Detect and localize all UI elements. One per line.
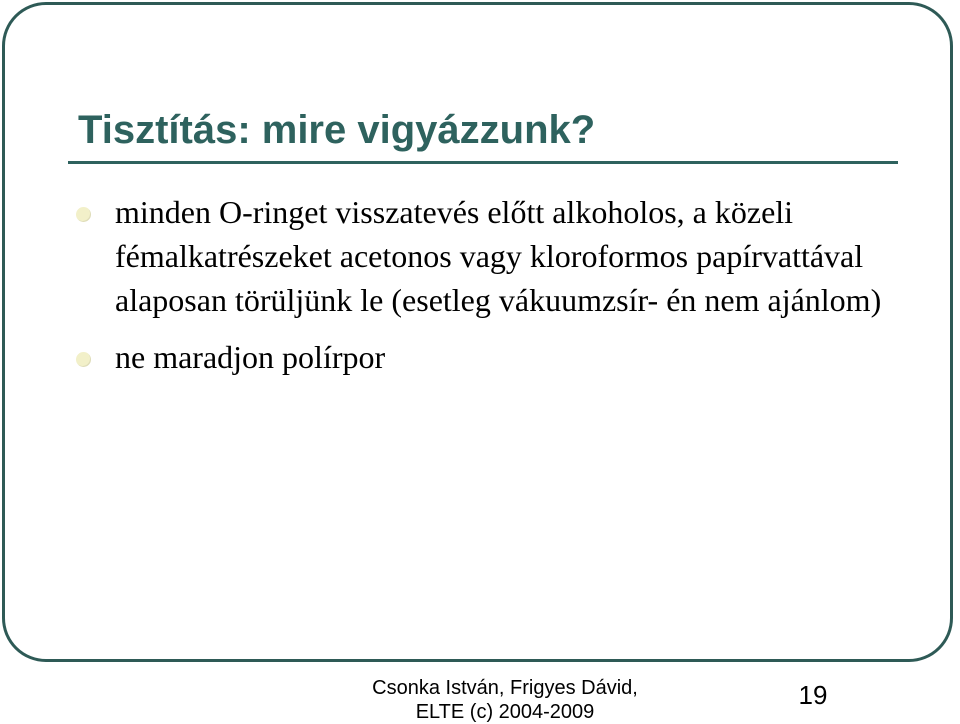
title-divider	[68, 161, 898, 164]
footer-author-line-1: Csonka István, Frigyes Dávid,	[372, 677, 638, 699]
footer-author-line-2: ELTE (c) 2004-2009	[415, 701, 595, 723]
slide-title: Tisztítás: mire vigyázzunk?	[78, 108, 596, 152]
circle-bullet-icon	[76, 207, 91, 222]
bullet-item	[76, 190, 896, 322]
bullet-text: ne maradjon polírpor	[115, 339, 386, 375]
bullet-item	[76, 335, 896, 379]
circle-bullet-icon	[76, 352, 91, 367]
bullet-text: minden O-ringet visszatevés előtt alkoholos, a közeli fémalkatrészeket acetonos vagy kloroformos papírvattával alaposan törüljünk le (esetleg vákuumzsír- én nem ajánlom)	[115, 194, 882, 318]
footer-author	[360, 676, 650, 724]
bullet-list	[76, 190, 896, 379]
page-number: 19	[798, 680, 828, 710]
